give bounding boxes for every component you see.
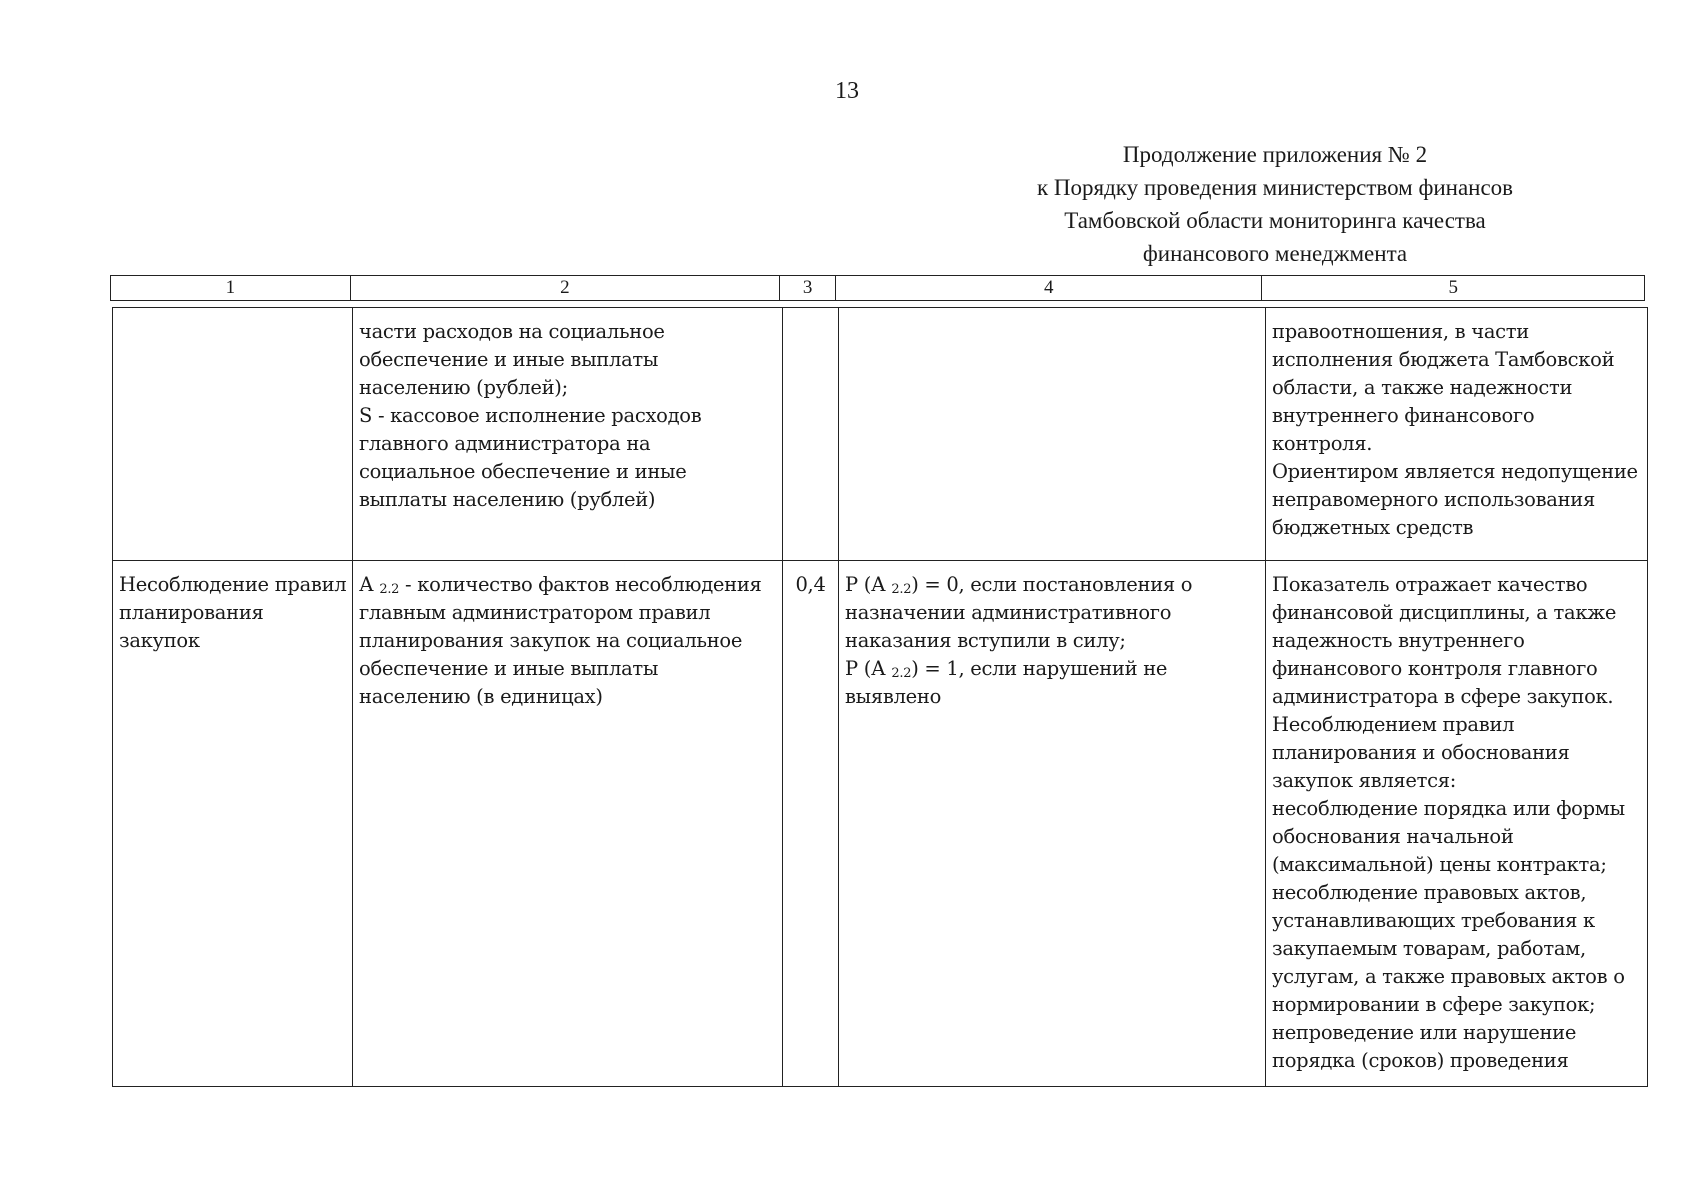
column-number: 1 — [111, 276, 351, 300]
table-row — [113, 308, 1648, 561]
text-line: главным администратором правил — [359, 601, 711, 624]
text-line: социальное обеспечение и иные — [359, 460, 687, 483]
text-line: планирования и обоснования — [1272, 741, 1570, 764]
text-line: финансовой дисциплины, а также — [1272, 601, 1617, 624]
formula-prefix: А — [359, 573, 380, 596]
text-line: обеспечение и иные выплаты — [359, 657, 659, 680]
text-line: Несоблюдением правил — [1272, 713, 1515, 736]
text-line: закупаемым товарам, работам, — [1272, 937, 1586, 960]
text-line: несоблюдение порядка или формы — [1272, 797, 1625, 820]
text-line — [845, 655, 1259, 683]
rating-cell — [839, 308, 1266, 561]
rating-prefix: P (А — [845, 657, 892, 680]
formula-subscript: 2.2 — [379, 582, 400, 597]
indicator-name-cell — [113, 561, 353, 1087]
indicator-name-cell — [113, 308, 353, 561]
text-line: администратора в сфере закупок. — [1272, 685, 1614, 708]
text-line: исполнения бюджета Тамбовской — [1272, 348, 1615, 371]
text-line: планирования — [119, 601, 264, 624]
text-line: обеспечение и иные выплаты — [359, 348, 659, 371]
text-line — [359, 571, 776, 599]
text-line: порядка (сроков) проведения — [1272, 1049, 1569, 1072]
column-number-row — [110, 275, 1645, 301]
indicator-table — [112, 307, 1648, 1087]
text-line: закупок — [119, 629, 200, 652]
text-line: выявлено — [845, 685, 942, 708]
weight-cell — [783, 308, 839, 561]
text-line: назначении административного — [845, 601, 1172, 624]
text-line: Несоблюдение правил — [119, 573, 347, 596]
heading-line: финансового менеджмента — [1142, 241, 1408, 266]
text-line: устанавливающих требования к — [1272, 909, 1595, 932]
text-line: S - кассовое исполнение расходов — [359, 404, 702, 427]
text-line: наказания вступили в силу; — [845, 629, 1126, 652]
comment-cell — [1266, 561, 1648, 1087]
text-line: населению (рублей); — [359, 376, 568, 399]
text-line: надежность внутреннего — [1272, 629, 1525, 652]
column-number: 2 — [351, 276, 780, 300]
heading-line: Тамбовской области мониторинга качества — [1064, 208, 1486, 233]
formula-cell — [353, 308, 783, 561]
rating-text: ) = 0, если постановления о — [911, 573, 1193, 596]
text-line: услугам, а также правовых актов о — [1272, 965, 1625, 988]
text-line: Показатель отражает качество — [1272, 573, 1588, 596]
heading-line: к Порядку проведения министерством финансов — [1036, 175, 1514, 200]
text-line: бюджетных средств — [1272, 516, 1474, 539]
text-line: обоснования начальной — [1272, 825, 1514, 848]
text-line: Ориентиром является недопущение — [1272, 460, 1638, 483]
comment-cell — [1266, 308, 1648, 561]
page-number: 13 — [835, 78, 859, 104]
weight-cell: 0,4 — [783, 561, 839, 1087]
rating-subscript: 2.2 — [891, 666, 912, 681]
text-line: области, а также надежности — [1272, 376, 1573, 399]
text-line: правоотношения, в части — [1272, 320, 1529, 343]
rating-cell — [839, 561, 1266, 1087]
formula-cell — [353, 561, 783, 1087]
text-line: выплаты населению (рублей) — [359, 488, 656, 511]
text-line: контроля. — [1272, 432, 1373, 455]
text-line — [845, 571, 1259, 599]
text-line: внутреннего финансового — [1272, 404, 1535, 427]
text-line: главного администратора на — [359, 432, 651, 455]
rating-text: ) = 1, если нарушений не — [911, 657, 1168, 680]
heading-line: Продолжение приложения № 2 — [1122, 142, 1428, 167]
column-number: 3 — [780, 276, 836, 300]
text-line: планирования закупок на социальное — [359, 629, 743, 652]
column-number: 4 — [836, 276, 1262, 300]
text-line: непроведение или нарушение — [1272, 1021, 1577, 1044]
text-line: нормировании в сфере закупок; — [1272, 993, 1596, 1016]
rating-subscript: 2.2 — [891, 582, 912, 597]
formula-text: - количество фактов несоблюдения — [399, 573, 762, 596]
text-line: (максимальной) цены контракта; — [1272, 853, 1607, 876]
text-line: части расходов на социальное — [359, 320, 665, 343]
rating-prefix: P (А — [845, 573, 892, 596]
appendix-heading — [980, 138, 1570, 270]
text-line: населению (в единицах) — [359, 685, 603, 708]
text-line: неправомерного использования — [1272, 488, 1595, 511]
text-line: несоблюдение правовых актов, — [1272, 881, 1587, 904]
table-row — [113, 561, 1648, 1087]
column-number: 5 — [1448, 277, 1458, 298]
text-line: финансового контроля главного — [1272, 657, 1598, 680]
text-line: закупок является: — [1272, 769, 1457, 792]
